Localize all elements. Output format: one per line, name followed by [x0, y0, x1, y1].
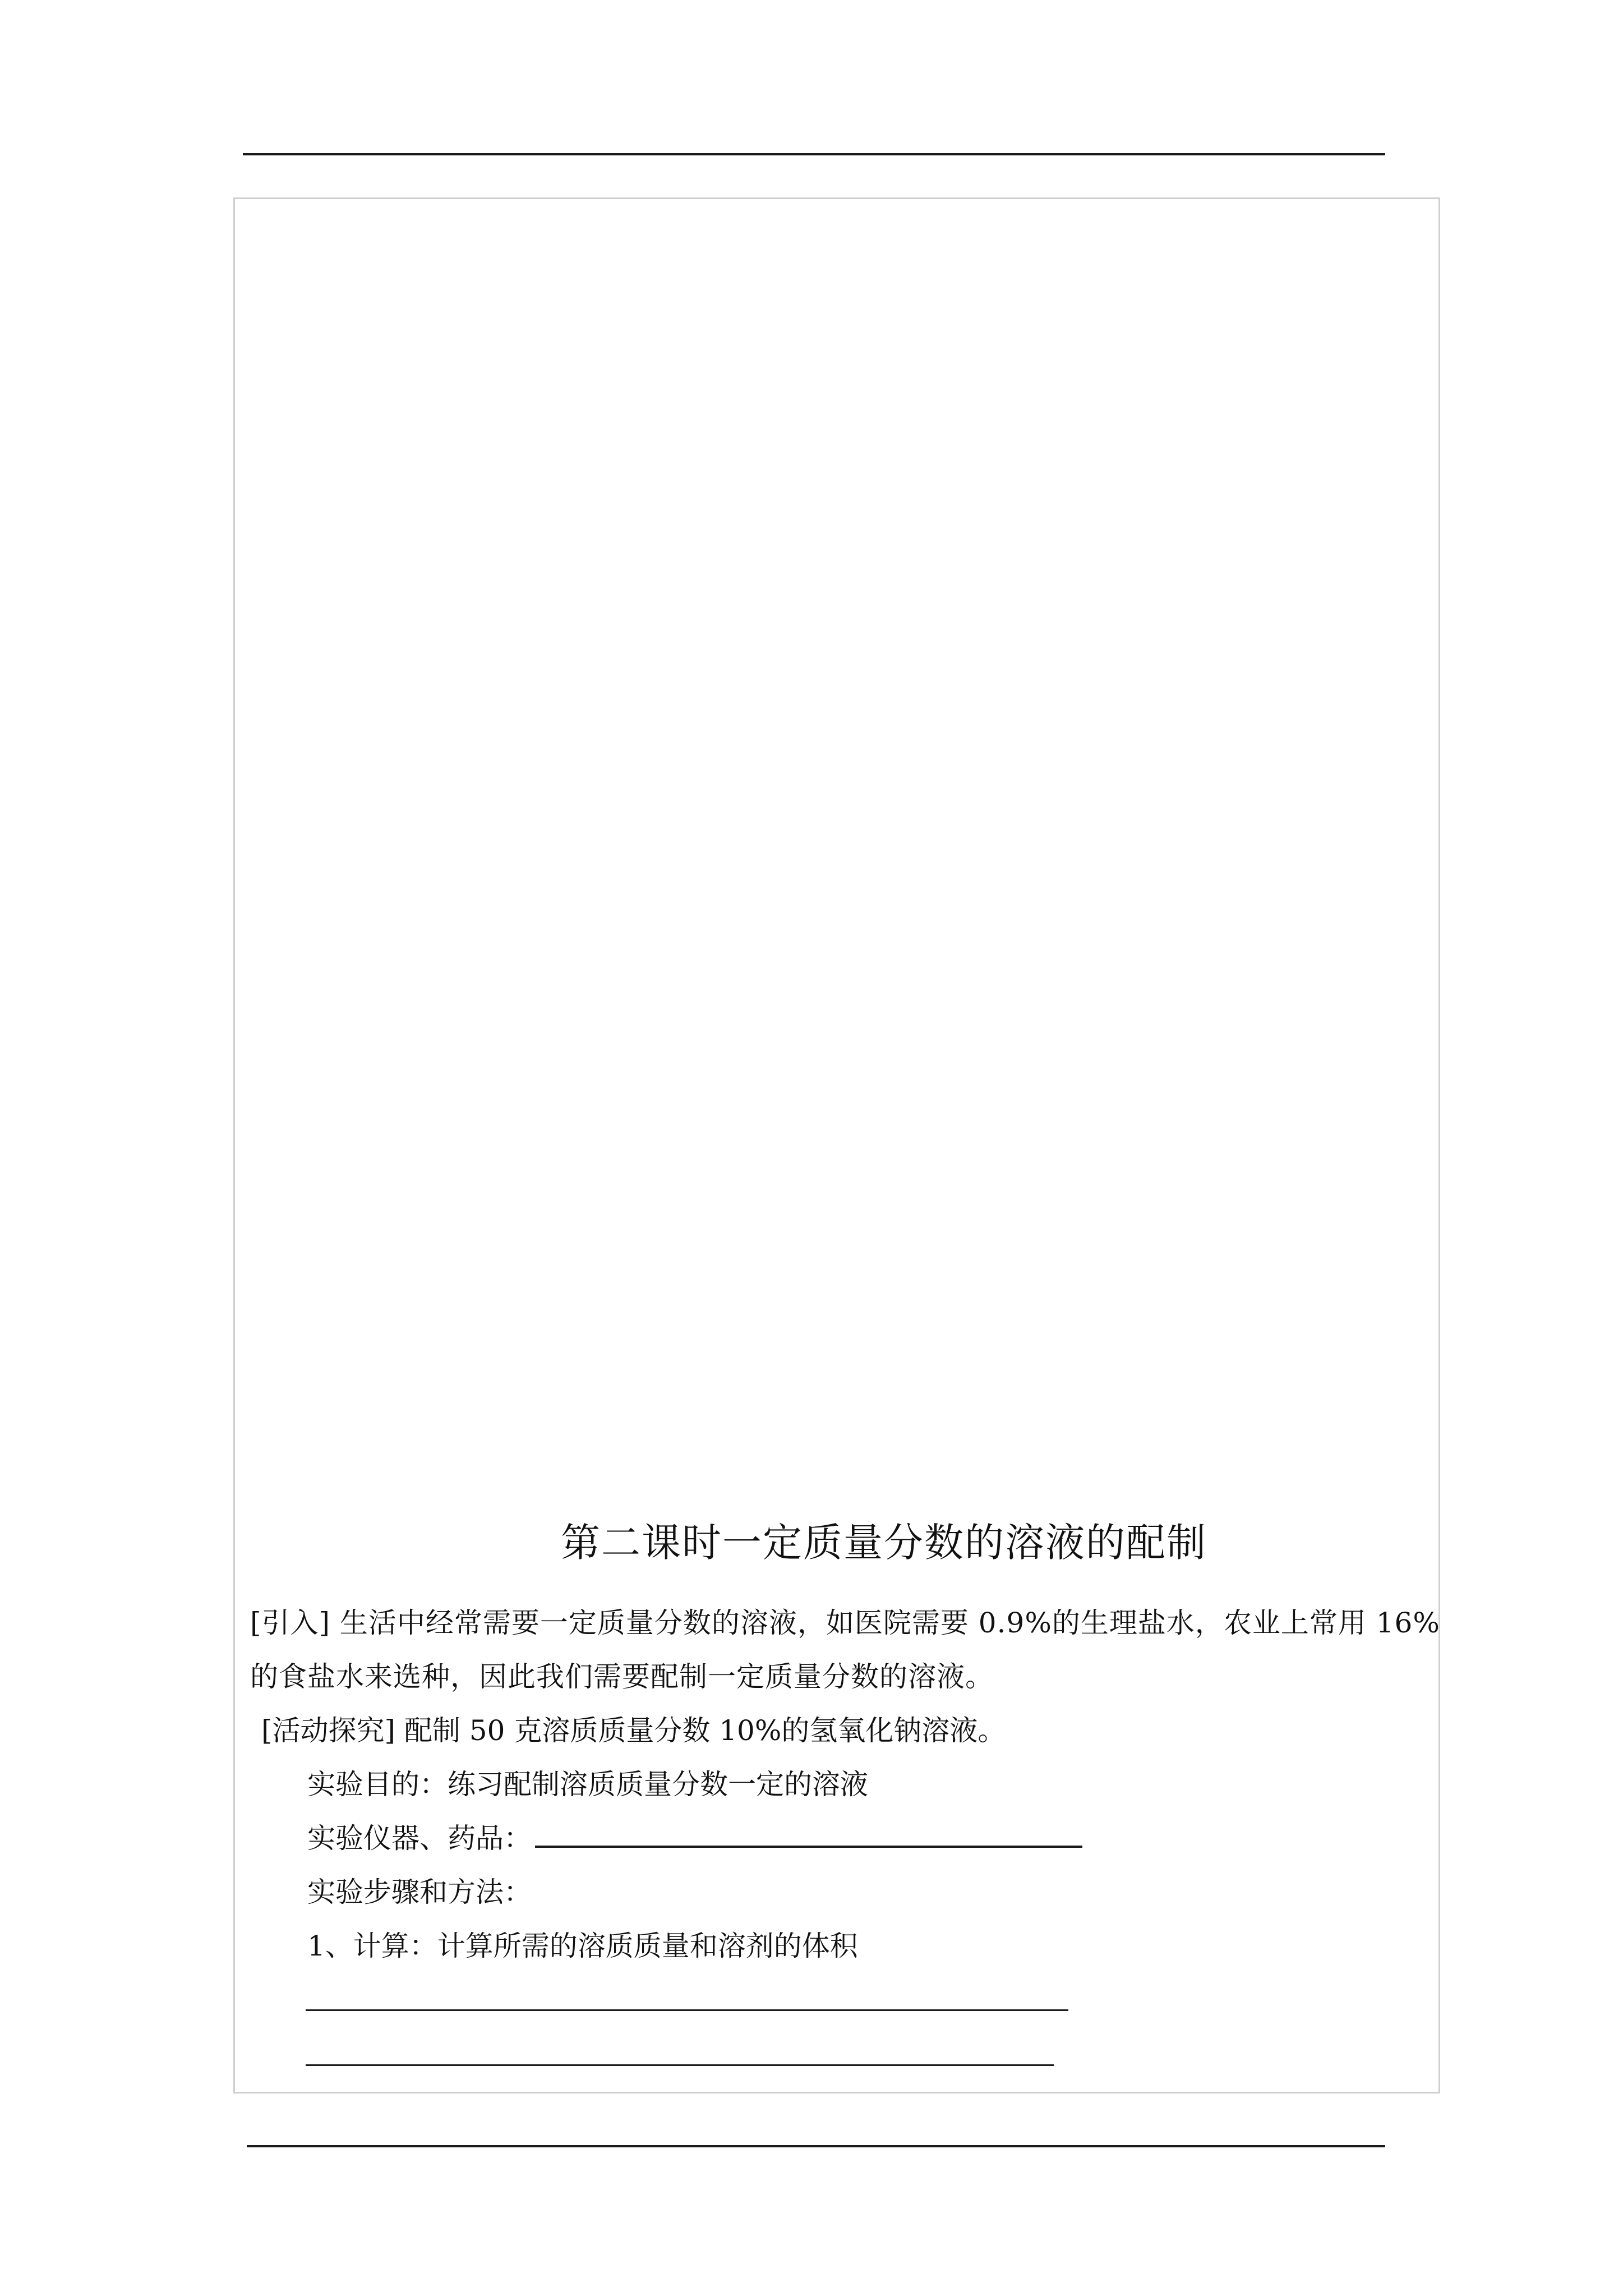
intro-paragraph-line-1: [引入] 生活中经常需要一定质量分数的溶液，如医院需要 0.9%的生理盐水，农业上常用 16% [250, 1607, 1440, 1639]
answer-blank-line-1[interactable] [306, 2009, 1068, 2011]
equipment-row [307, 1811, 1082, 1865]
header-rule [243, 153, 1385, 155]
answer-blank-line-2[interactable] [306, 2064, 1054, 2066]
equipment-answer-blank[interactable] [535, 1818, 1082, 1848]
steps-label: 实验步骤和方法： [307, 1876, 532, 1908]
page-title: 第二课时一定质量分数的溶液的配制 [561, 1520, 1207, 1566]
equipment-label: 实验仪器、药品： [307, 1822, 532, 1855]
step-1-calculate: 1、计算：计算所需的溶质质量和溶剂的体积 [307, 1930, 858, 1962]
activity-statement: [活动探究] 配制 50 克溶质质量分数 10%的氢氧化钠溶液。 [261, 1714, 1006, 1747]
footer-rule [247, 2145, 1385, 2147]
experiment-goal: 实验目的：练习配制溶质质量分数一定的溶液 [307, 1768, 868, 1801]
intro-paragraph-line-2: 的食盐水来选种，因此我们需要配制一定质量分数的溶液。 [250, 1660, 994, 1693]
